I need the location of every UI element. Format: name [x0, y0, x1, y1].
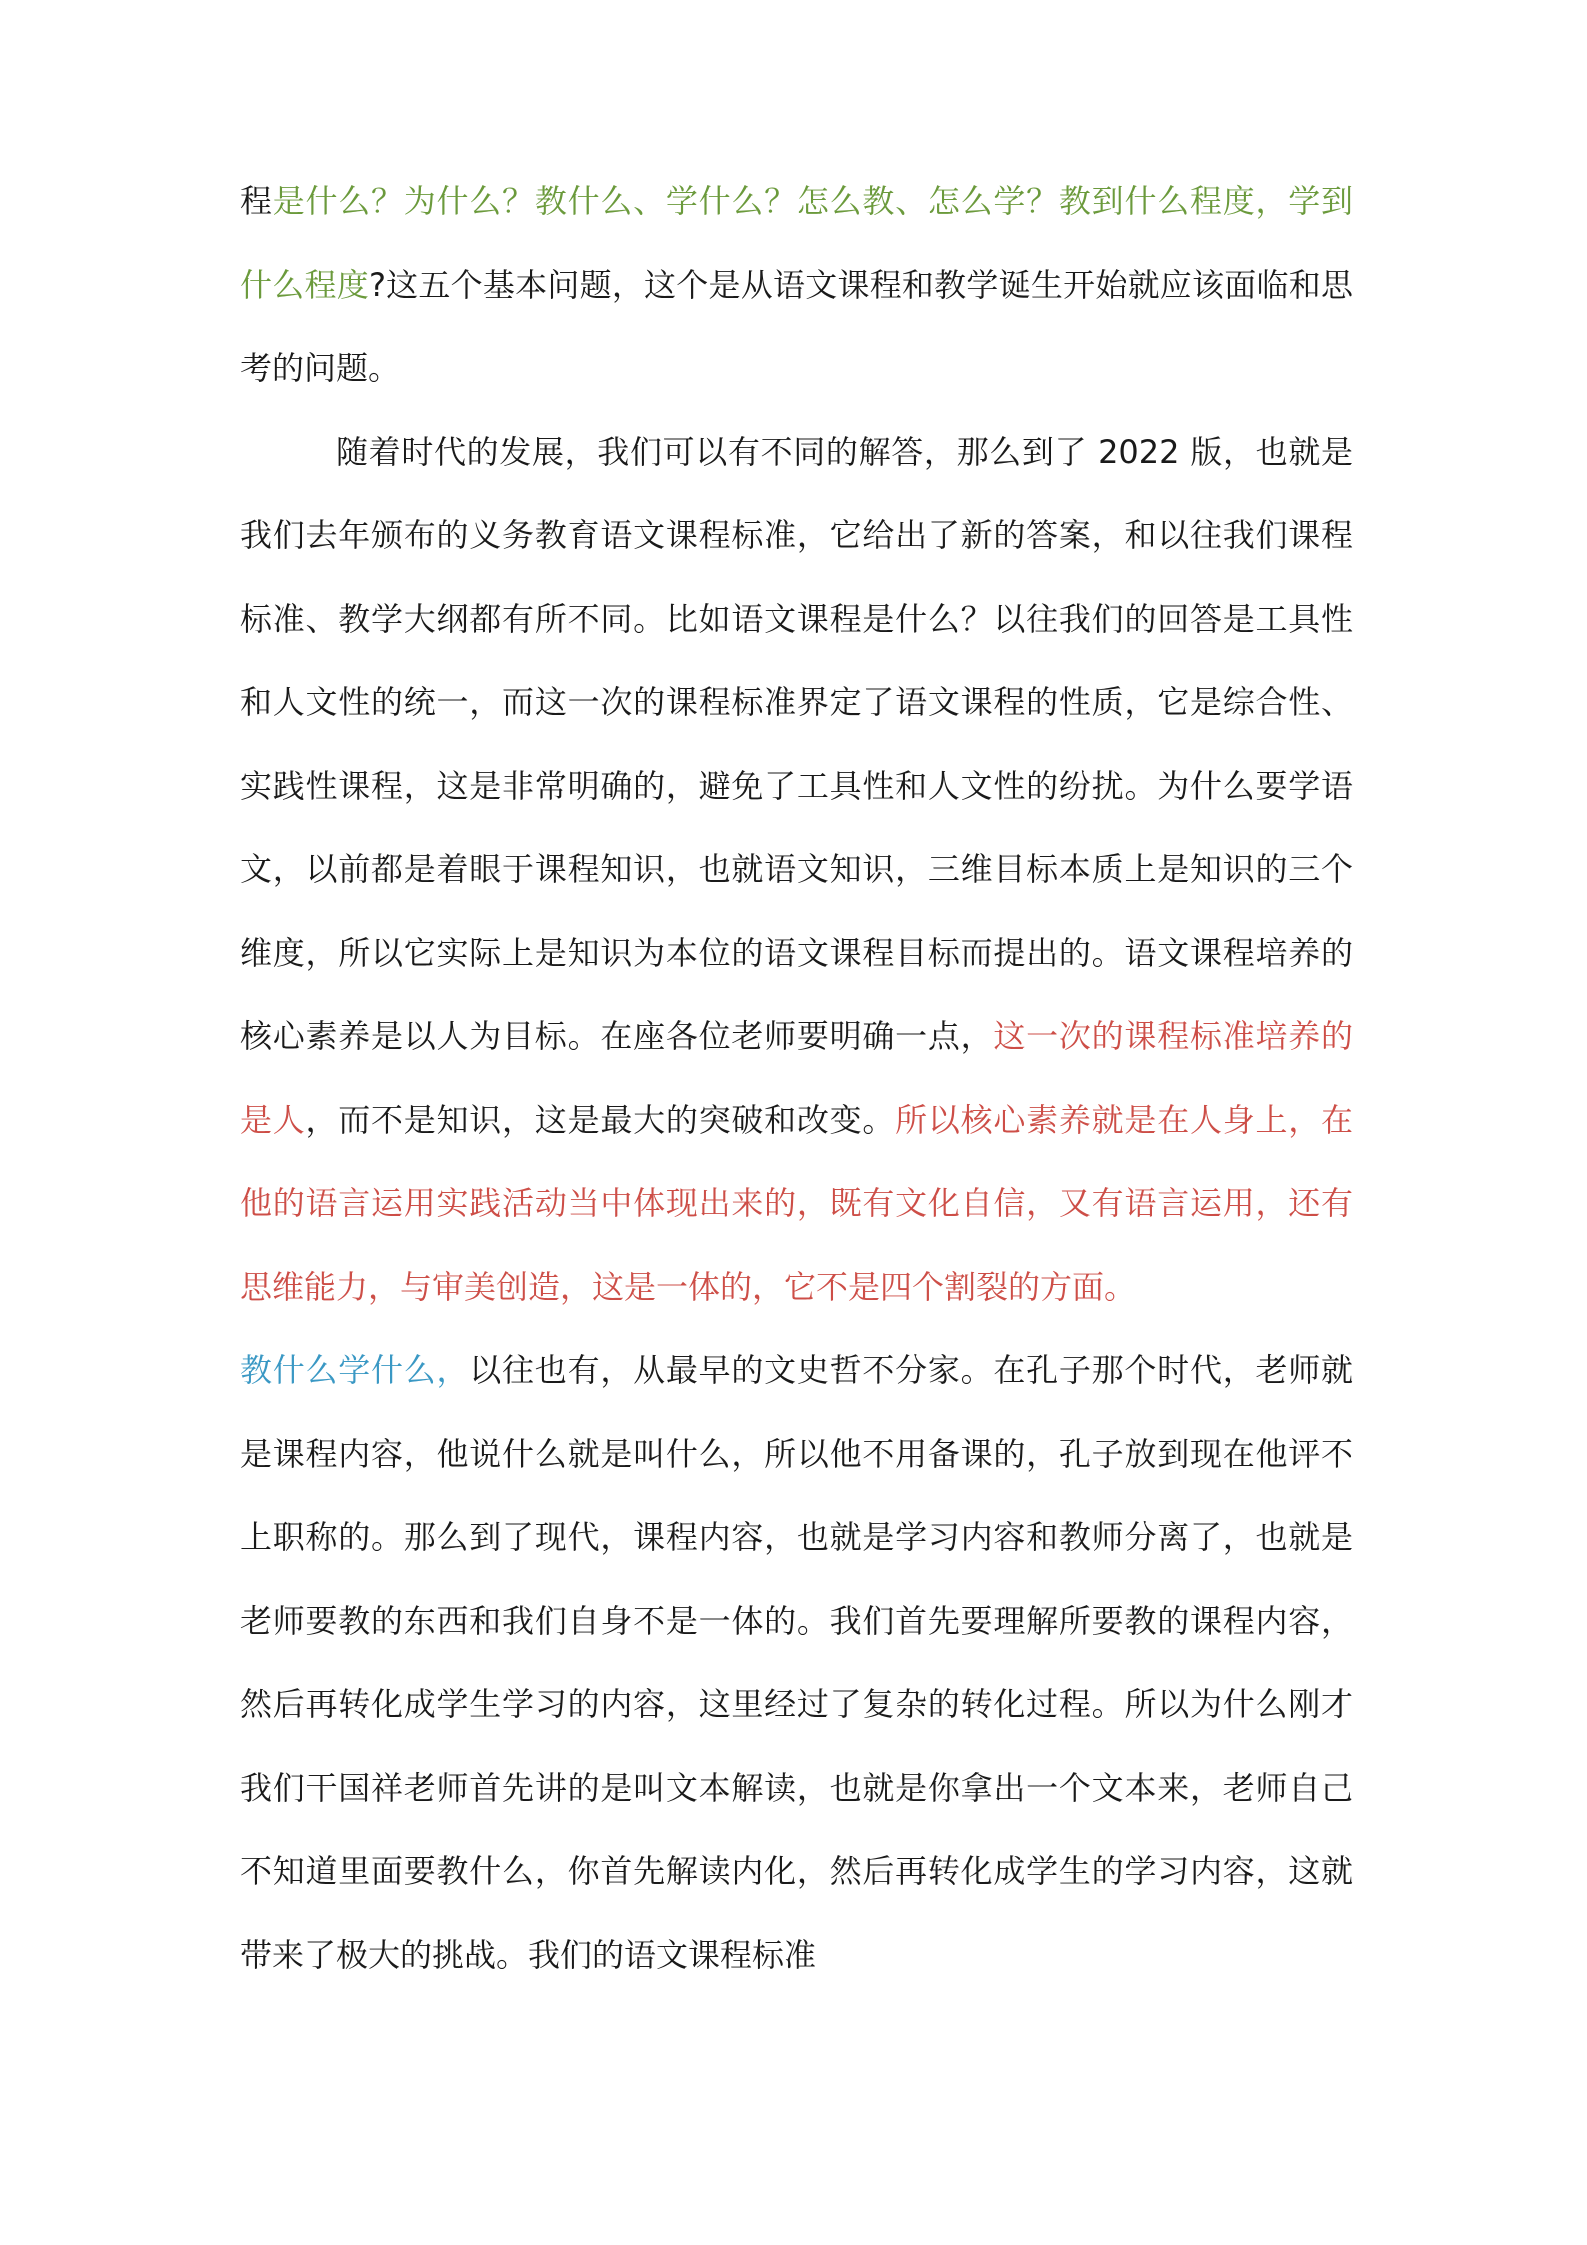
- highlight-teach-learn-what: 教什么学什么，: [240, 1351, 470, 1389]
- paragraph-intro: [240, 160, 1353, 411]
- highlight-cultivate-people: 这一次的课程标准培养的是人: [240, 1017, 1353, 1139]
- curriculum-standard-text-mid: ，而不是知识，这是最大的突破和改变。: [305, 1100, 896, 1139]
- highlight-five-questions: 是什么？为什么？教什么、学什么？怎么教、怎么学？教到什么程度，学到什么程度: [240, 182, 1353, 304]
- teach-learn-text: 以往也有，从最早的文史哲不分家。在孔子那个时代，老师就是课程内容，他说什么就是叫什么，所以他不用备课的，孔子放到现在他评不上职称的。那么到了现代，课程内容，也就是学习内容和教师分离了，也就是老师要教的东西和我们自身不是一体的。我们首先要理解所要教的课程内容，然后再转化成学生学习的内容，这里经过了复杂的转化过程。所以为什么刚才我们干国祥老师首先讲的是叫文本解读，也就是你拿出一个文本来，老师自己不知道里面要教什么，你首先解读内化，然后再转化成学生的学习内容，这就带来了极大的挑战。我们的语文课程标准: [240, 1351, 1353, 1974]
- highlight-core-literacy: 所以核心素养就是在人身上，在他的语言运用实践活动当中体现出来的，既有文化自信，又有语言运用，还有思维能力，与审美创造，这是一体的，它不是四个割裂的方面。: [240, 1100, 1353, 1306]
- document-page: [240, 160, 1353, 1997]
- curriculum-standard-text: 随着时代的发展，我们可以有不同的解答，那么到了 2022 版，也就是我们去年颁布的义务教育语文课程标准，它给出了新的答案，和以往我们课程标准、教学大纲都有所不同。比如语文课程是什么？以往我们的回答是工具性和人文性的统一，而这一次的课程标准界定了语文课程的性质，它是综合性、实践性课程，这是非常明确的，避免了工具性和人文性的纷扰。为什么要学语文，以前都是着眼于课程知识，也就语文知识，三维目标本质上是知识的三个维度，所以它实际上是知识为本位的语文课程目标而提出的。语文课程培养的核心素养是以人为目标。在座各位老师要明确一点，: [240, 432, 1353, 1055]
- paragraph-curriculum-standard: [240, 411, 1353, 1330]
- paragraph-intro-text: 程: [240, 182, 273, 220]
- paragraph-intro-text-end: ?这五个基本问题，这个是从语文课程和教学诞生开始就应该面临和思考的问题。: [240, 265, 1353, 387]
- paragraph-teach-learn: [240, 1329, 1353, 1997]
